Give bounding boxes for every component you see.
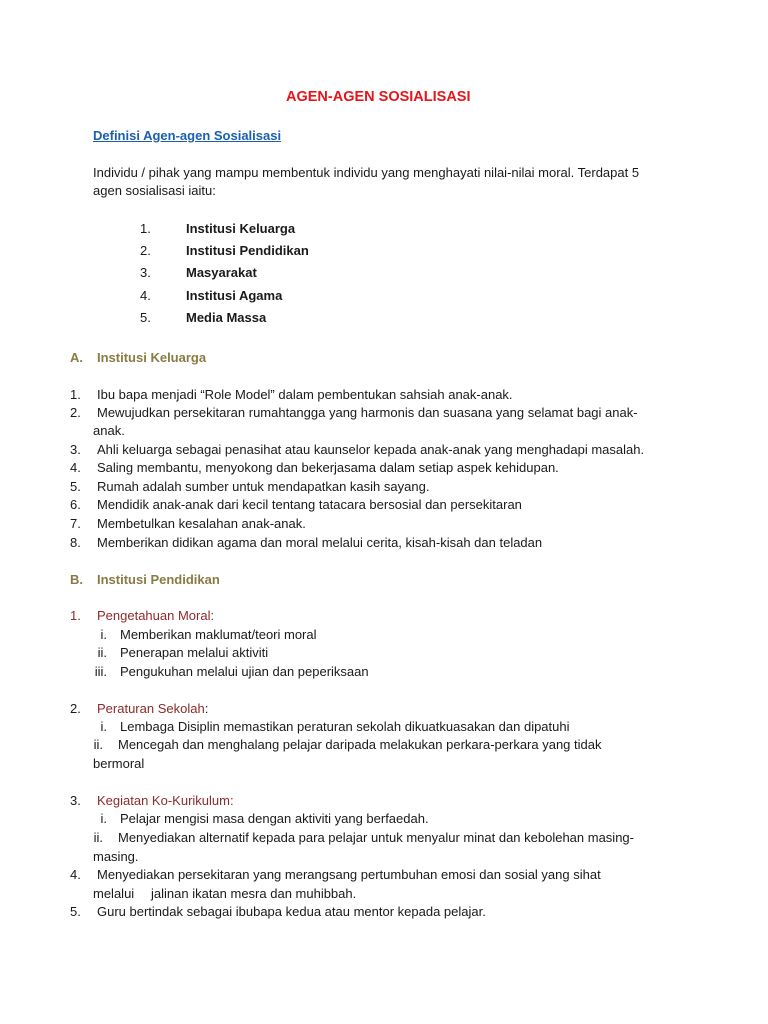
list-item: Ahli keluarga sebagai penasihat atau kaunselor kepada anak-anak yang menghadapi masalah. [97,442,645,457]
list-number: 7. [70,516,81,531]
page-title: AGEN-AGEN SOSIALISASI [286,89,471,105]
group-number: 3. [70,793,81,808]
section-a-letter: A. [70,350,83,365]
list-item: Mewujudkan persekitaran rumahtangga yang harmonis dan suasana yang selamat bagi anak- [97,405,638,420]
sub-item: Menyediakan alternatif kepada para pelajar untuk menyalur minat dan kebolehan masing- [118,830,634,845]
sub-item-wrap: masing. [93,849,139,864]
list-item-wrap: jalinan ikatan mesra dan muhibbah. [151,886,357,901]
list-item: Membetulkan kesalahan anak-anak. [97,516,306,531]
group-title: Pengetahuan Moral: [97,608,215,623]
roman-numeral: i. [100,719,107,734]
intro-line-1: Individu / pihak yang mampu membentuk individu yang menghayati nilai-nilai moral. Terdapat 5 [93,165,640,180]
list-item: Memberikan didikan agama dan moral melalui cerita, kisah-kisah dan teladan [97,535,543,550]
group-title-row [97,700,208,718]
list-item: Menyediakan persekitaran yang merangsang pertumbuhan emosi dan sosial yang sihat [97,867,601,882]
sub-item-wrap: bermoral [93,756,145,771]
sub-item: Pengukuhan melalui ujian dan peperiksaan [120,664,369,679]
agent-number: 5. [140,310,151,325]
roman-numeral: ii. [93,830,103,845]
agent-number: 4. [140,288,151,303]
sub-item: Pelajar mengisi masa dengan aktiviti yang berfaedah. [120,811,429,826]
group-number: 1. [70,608,81,623]
agent-label: Institusi Keluarga [186,221,296,236]
roman-numeral: i. [100,627,107,642]
roman-numeral: ii. [93,737,103,752]
list-item-wrap: melalui [93,886,135,901]
list-number: 5. [70,479,81,494]
roman-numeral: ii. [97,645,107,660]
sub-item: Penerapan melalui aktiviti [120,645,269,660]
agent-label: Institusi Agama [186,288,283,303]
list-number: 4. [70,867,81,882]
agent-number: 2. [140,243,151,258]
list-number: 1. [70,387,81,402]
list-number: 2. [70,405,81,420]
list-number: 5. [70,904,81,919]
agent-label: Institusi Pendidikan [186,243,309,258]
list-number: 3. [70,442,81,457]
sub-item: Mencegah dan menghalang pelajar daripada melakukan perkara-perkara yang tidak [118,737,602,752]
sub-item: Lembaga Disiplin memastikan peraturan sekolah dikuatkuasakan dan dipatuhi [120,719,570,734]
section-b-letter: B. [70,572,83,587]
list-item: Rumah adalah sumber untuk mendapatkan kasih sayang. [97,479,430,494]
definition-heading: Definisi Agen-agen Sosialisasi [93,128,282,143]
intro-line-2: agen sosialisasi iaitu: [93,183,216,198]
agent-number: 3. [140,265,151,280]
list-number: 8. [70,535,81,550]
section-a-heading: Institusi Keluarga [97,350,207,365]
list-item: Guru bertindak sebagai ibubapa kedua atau mentor kepada pelajar. [97,904,486,919]
list-number: 6. [70,497,81,512]
roman-numeral: i. [100,811,107,826]
list-item: Mendidik anak-anak dari kecil tentang tatacara bersosial dan persekitaran [97,497,522,512]
group-title: Kegiatan Ko-Kurikulum: [97,793,234,808]
list-item-wrap: anak. [93,423,125,438]
agent-label: Media Massa [186,310,267,325]
list-number: 4. [70,460,81,475]
agent-number: 1. [140,221,151,236]
sub-item: Memberikan maklumat/teori moral [120,627,317,642]
list-item: Saling membantu, menyokong dan bekerjasama dalam setiap aspek kehidupan. [97,460,559,475]
group-title: Peraturan Sekolah [97,701,205,716]
roman-numeral: iii. [94,664,107,679]
group-number: 2. [70,701,81,716]
list-item: Ibu bapa menjadi “Role Model” dalam pembentukan sahsiah anak-anak. [97,387,513,402]
section-b-heading: Institusi Pendidikan [97,572,220,587]
group-title-colon: : [204,701,209,716]
agent-label: Masyarakat [186,265,257,280]
